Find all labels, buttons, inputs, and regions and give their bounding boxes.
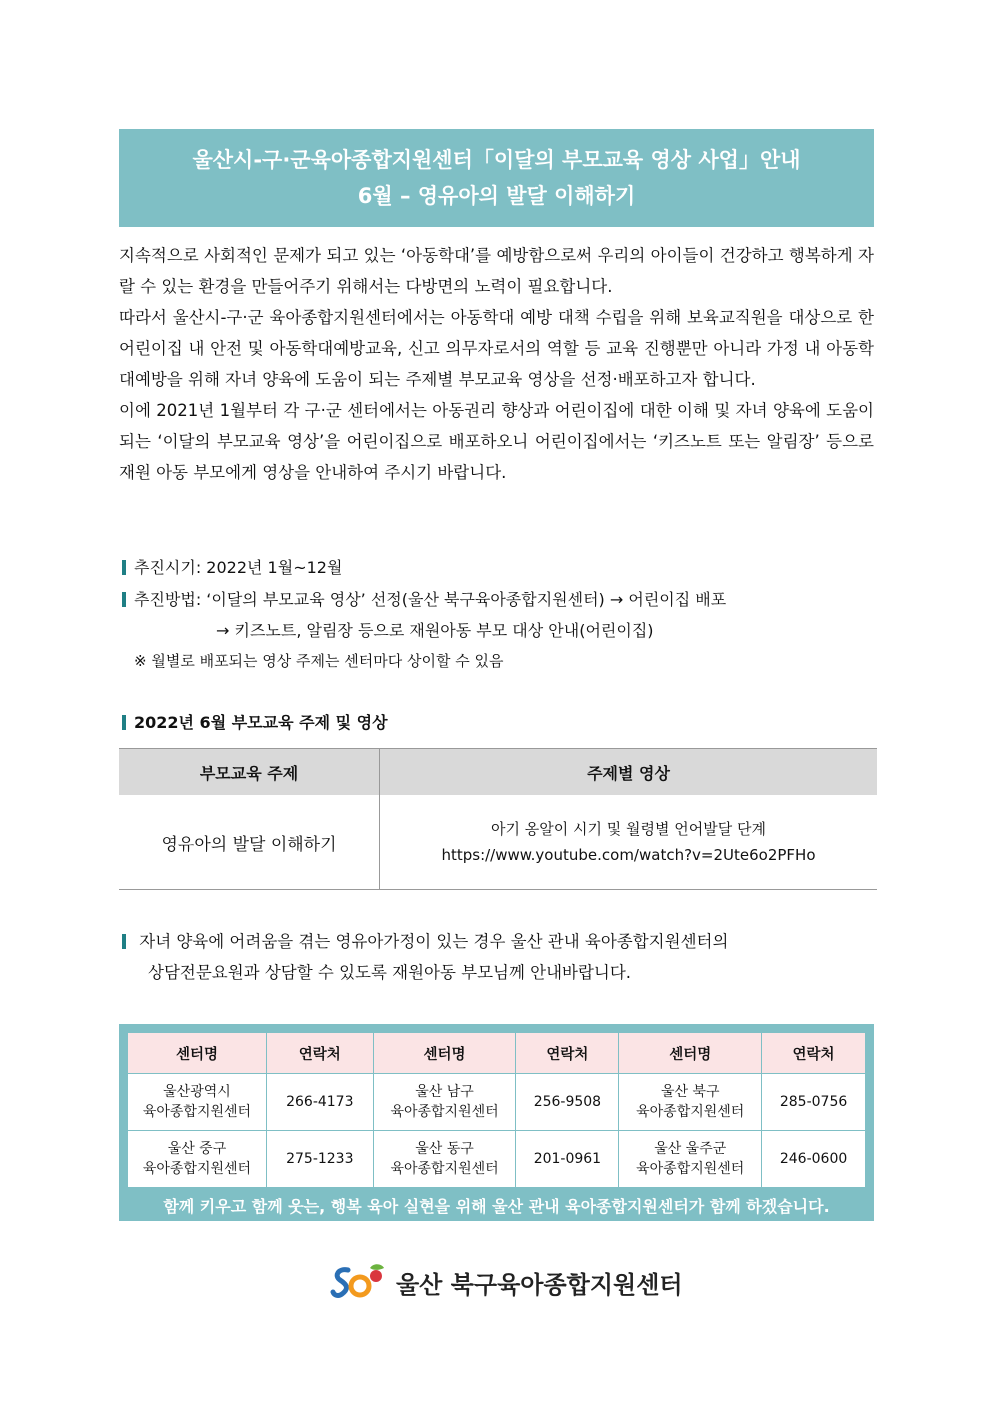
- title-line-2: 6월 – 영유아의 발달 이해하기: [357, 184, 636, 208]
- bullet-icon: [122, 715, 126, 730]
- logo-text: 울산 북구육아종합지원센터: [396, 1270, 683, 1299]
- center-logo: [330, 1262, 683, 1302]
- contact-header: 센터명: [619, 1033, 762, 1074]
- info-method-cont: → 키즈노트, 알림장 등으로 재원아동 부모 대상 안내(어린이집): [216, 621, 654, 640]
- center-phone: 275-1233: [266, 1131, 373, 1188]
- center-phone: 285-0756: [762, 1074, 866, 1131]
- info-period: 추진시기: 2022년 1월~12월: [122, 552, 882, 583]
- contact-footer: 함께 키우고 함께 웃는, 행복 육아 실현을 위해 울산 관내 육아종합지원센터가 함께 하겠습니다.: [163, 1197, 830, 1216]
- contact-header: 센터명: [373, 1033, 516, 1074]
- center-phone: 256-9508: [516, 1074, 619, 1131]
- document-title: [119, 129, 874, 227]
- bullet-icon: [122, 934, 126, 949]
- center-name: 울산 남구 육아종합지원센터: [373, 1074, 516, 1131]
- video-cell: [380, 795, 878, 890]
- video-col-header: 주제별 영상: [380, 749, 878, 796]
- contact-box: [119, 1024, 874, 1221]
- bullet-icon: [122, 560, 126, 575]
- center-name: 울산 울주군 육아종합지원센터: [619, 1131, 762, 1188]
- center-phone: 201-0961: [516, 1131, 619, 1188]
- table-row: [128, 1074, 866, 1131]
- notice-text: 자녀 양육에 어려움을 겪는 영유아가정이 있는 경우 울산 관내 육아종합지원센터의 상담전문요원과 상담할 수 있도록 재원아동 부모님께 안내바랍니다.: [122, 926, 874, 988]
- topic-col-header: 부모교육 주제: [119, 749, 380, 796]
- video-link[interactable]: https://www.youtube.com/watch?v=2Ute6o2PFHo: [441, 846, 816, 864]
- intro-text: [119, 240, 874, 488]
- logo-mark-icon: [330, 1262, 388, 1302]
- video-title: 아기 옹알이 시기 및 월령별 언어발달 단계: [491, 820, 766, 838]
- intro-paragraph-1: 지속적으로 사회적인 문제가 되고 있는 ‘아동학대’를 예방함으로써 우리의 아이들이 건강하고 행복하게 자랄 수 있는 환경을 만들어주기 위해서는 다방면의 노력이 필요합니다.: [119, 246, 874, 296]
- table-row: [128, 1131, 866, 1188]
- center-name: 울산광역시 육아종합지원센터: [128, 1074, 267, 1131]
- center-name: 울산 중구 육아종합지원센터: [128, 1131, 267, 1188]
- contact-table: [127, 1032, 866, 1188]
- topic-table: [119, 748, 877, 890]
- contact-header: 연락처: [266, 1033, 373, 1074]
- info-note: ※ 월별로 배포되는 영상 주제는 센터마다 상이할 수 있음: [134, 652, 504, 670]
- contact-header: 연락처: [762, 1033, 866, 1074]
- bullet-icon: [122, 592, 126, 607]
- center-name: 울산 동구 육아종합지원센터: [373, 1131, 516, 1188]
- topic-cell: 영유아의 발달 이해하기: [119, 795, 380, 890]
- info-method: 추진방법: ‘이달의 부모교육 영상’ 선정(울산 북구육아종합지원센터) → 어린이집 배포: [122, 584, 882, 615]
- center-phone: 246-0600: [762, 1131, 866, 1188]
- center-name: 울산 북구 육아종합지원센터: [619, 1074, 762, 1131]
- topic-heading: 2022년 6월 부모교육 주제 및 영상: [122, 708, 388, 738]
- title-line-1: 울산시-구·군육아종합지원센터「이달의 부모교육 영상 사업」안내: [192, 148, 801, 172]
- contact-header: 연락처: [516, 1033, 619, 1074]
- center-phone: 266-4173: [266, 1074, 373, 1131]
- contact-header: 센터명: [128, 1033, 267, 1074]
- intro-paragraph-3: 이에 2021년 1월부터 각 구·군 센터에서는 아동권리 향상과 어린이집에 대한 이해 및 자녀 양육에 도움이 되는 ‘이달의 부모교육 영상’을 어린이집으로 배포하오니 어린이집에서는 ‘키즈노트 또는 알림장’ 등으로 재원 아동 부모에게 영상을 안내하여 주시기 바랍니다.: [119, 401, 874, 482]
- intro-paragraph-2: 따라서 울산시-구·군 육아종합지원센터에서는 아동학대 예방 대책 수립을 위해 보육교직원을 대상으로 한 어린이집 내 안전 및 아동학대예방교육, 신고 의무자로서의 역할 등 교육 진행뿐만 아니라 가정 내 아동학대예방을 위해 자녀 양육에 도움이 되는 주제별 부모교육 영상을 선정·배포하고자 합니다.: [119, 308, 874, 389]
